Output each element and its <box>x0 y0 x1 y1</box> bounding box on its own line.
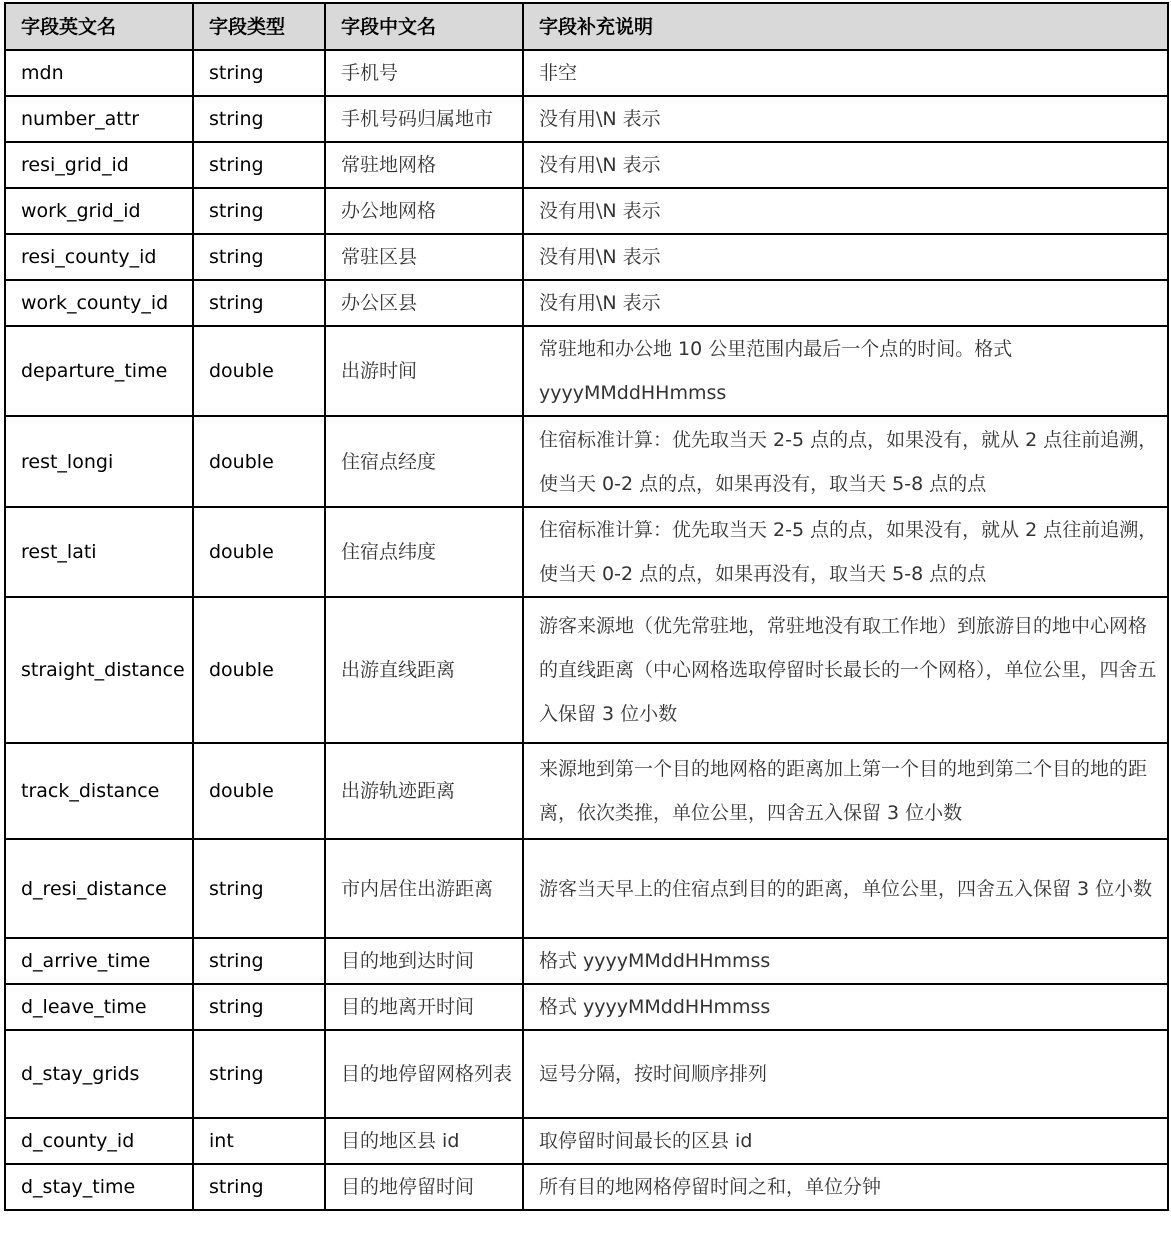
field-cn-name: 办公区县 <box>325 280 523 326</box>
field-en-name: d_stay_time <box>5 1164 193 1210</box>
field-cn-name: 住宿点经度 <box>325 416 523 507</box>
field-en-name: rest_longi <box>5 416 193 507</box>
field-type: string <box>193 938 325 984</box>
field-type: string <box>193 280 325 326</box>
table-row <box>5 984 1168 1030</box>
field-cn-name: 手机号码归属地市 <box>325 96 523 142</box>
field-cn-name: 出游直线距离 <box>325 597 523 743</box>
field-description: 没有用\N 表示 <box>523 280 1168 326</box>
field-en-name: mdn <box>5 50 193 96</box>
field-type: string <box>193 839 325 938</box>
field-cn-name: 办公地网格 <box>325 188 523 234</box>
field-description: 格式 yyyyMMddHHmmss <box>523 938 1168 984</box>
field-spec-table <box>4 2 1169 1211</box>
field-type: double <box>193 743 325 839</box>
field-en-name: track_distance <box>5 743 193 839</box>
table-row <box>5 743 1168 839</box>
field-en-name: d_stay_grids <box>5 1030 193 1118</box>
field-type: double <box>193 507 325 597</box>
table-row <box>5 280 1168 326</box>
field-type: string <box>193 1164 325 1210</box>
field-cn-name: 目的地停留时间 <box>325 1164 523 1210</box>
field-type: string <box>193 234 325 280</box>
field-en-name: resi_county_id <box>5 234 193 280</box>
field-type: double <box>193 326 325 416</box>
table-row <box>5 839 1168 938</box>
field-en-name: number_attr <box>5 96 193 142</box>
field-en-name: work_grid_id <box>5 188 193 234</box>
field-description: 没有用\N 表示 <box>523 188 1168 234</box>
field-cn-name: 手机号 <box>325 50 523 96</box>
field-type: double <box>193 597 325 743</box>
field-cn-name: 住宿点纬度 <box>325 507 523 597</box>
field-en-name: departure_time <box>5 326 193 416</box>
header-description: 字段补充说明 <box>523 3 1168 50</box>
field-cn-name: 目的地停留网格列表 <box>325 1030 523 1118</box>
table-row <box>5 597 1168 743</box>
field-type: string <box>193 984 325 1030</box>
field-type: string <box>193 188 325 234</box>
field-description: 所有目的地网格停留时间之和，单位分钟 <box>523 1164 1168 1210</box>
field-description: 没有用\N 表示 <box>523 96 1168 142</box>
field-description: 游客来源地（优先常驻地，常驻地没有取工作地）到旅游目的地中心网格的直线距离（中心网格选取停留时长最长的一个网格），单位公里，四舍五入保留 3 位小数 <box>523 597 1168 743</box>
field-description: 非空 <box>523 50 1168 96</box>
field-description: 住宿标准计算：优先取当天 2-5 点的点，如果没有，就从 2 点往前追溯，使当天 0-2 点的点，如果再没有，取当天 5-8 点的点 <box>523 507 1168 597</box>
table-row <box>5 1118 1168 1164</box>
field-cn-name: 目的地区县 id <box>325 1118 523 1164</box>
table-row <box>5 50 1168 96</box>
table-row <box>5 416 1168 507</box>
field-en-name: rest_lati <box>5 507 193 597</box>
field-description: 游客当天早上的住宿点到目的的距离，单位公里，四舍五入保留 3 位小数 <box>523 839 1168 938</box>
field-description: 来源地到第一个目的地网格的距离加上第一个目的地到第二个目的地的距离，依次类推，单位公里，四舍五入保留 3 位小数 <box>523 743 1168 839</box>
field-type: double <box>193 416 325 507</box>
field-cn-name: 目的地离开时间 <box>325 984 523 1030</box>
table-row <box>5 507 1168 597</box>
field-description: 没有用\N 表示 <box>523 234 1168 280</box>
field-cn-name: 常驻地网格 <box>325 142 523 188</box>
field-description: 取停留时间最长的区县 id <box>523 1118 1168 1164</box>
field-description: 逗号分隔，按时间顺序排列 <box>523 1030 1168 1118</box>
table-row <box>5 188 1168 234</box>
field-en-name: work_county_id <box>5 280 193 326</box>
field-description: 常驻地和办公地 10 公里范围内最后一个点的时间。格式 yyyyMMddHHmmss <box>523 326 1168 416</box>
field-cn-name: 出游时间 <box>325 326 523 416</box>
table-row <box>5 142 1168 188</box>
field-en-name: d_county_id <box>5 1118 193 1164</box>
field-en-name: straight_distance <box>5 597 193 743</box>
field-description: 住宿标准计算：优先取当天 2-5 点的点，如果没有，就从 2 点往前追溯，使当天 0-2 点的点，如果再没有，取当天 5-8 点的点 <box>523 416 1168 507</box>
field-en-name: d_resi_distance <box>5 839 193 938</box>
field-description: 没有用\N 表示 <box>523 142 1168 188</box>
table-row <box>5 326 1168 416</box>
header-cn-name: 字段中文名 <box>325 3 523 50</box>
field-cn-name: 市内居住出游距离 <box>325 839 523 938</box>
field-cn-name: 常驻区县 <box>325 234 523 280</box>
field-type: string <box>193 50 325 96</box>
field-en-name: resi_grid_id <box>5 142 193 188</box>
table-row <box>5 234 1168 280</box>
table-row <box>5 1164 1168 1210</box>
field-type: string <box>193 96 325 142</box>
header-type: 字段类型 <box>193 3 325 50</box>
field-cn-name: 出游轨迹距离 <box>325 743 523 839</box>
field-type: int <box>193 1118 325 1164</box>
field-type: string <box>193 1030 325 1118</box>
table-row <box>5 938 1168 984</box>
header-en-name: 字段英文名 <box>5 3 193 50</box>
header-row <box>5 3 1168 50</box>
field-type: string <box>193 142 325 188</box>
field-description: 格式 yyyyMMddHHmmss <box>523 984 1168 1030</box>
table-row <box>5 96 1168 142</box>
field-en-name: d_leave_time <box>5 984 193 1030</box>
field-cn-name: 目的地到达时间 <box>325 938 523 984</box>
table-row <box>5 1030 1168 1118</box>
field-en-name: d_arrive_time <box>5 938 193 984</box>
